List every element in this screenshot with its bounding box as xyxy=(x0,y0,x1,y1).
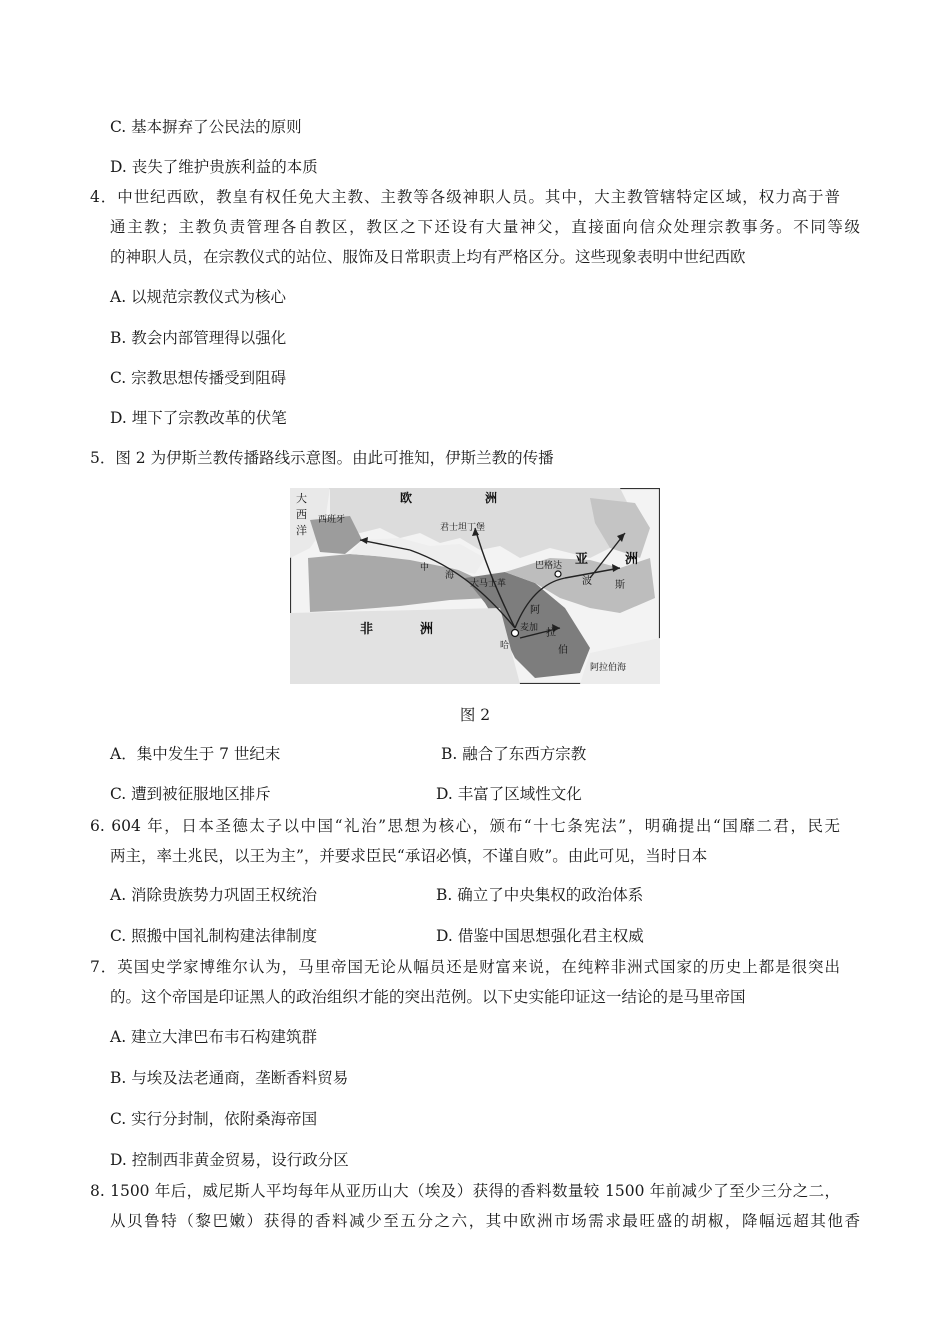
q8-stem-line1: 8. 1500 年后，威尼斯人平均每年从亚历山大（埃及）获得的香料数量较 1500 年前减少了至少三分之二， xyxy=(90,1182,840,1200)
q5-stem: 5．图 2 为伊斯兰教传播路线示意图。由此可推知，伊斯兰教的传播 xyxy=(90,449,554,467)
q4-option-d: D. 埋下了宗教改革的伏笔 xyxy=(110,409,287,427)
q4-option-c: C. 宗教思想传播受到阻碍 xyxy=(110,369,287,387)
label-atlantic-3: 洋 xyxy=(296,524,307,537)
q8-stem-line2: 从贝鲁特（黎巴嫩）获得的香料减少至五分之六，其中欧洲市场需求最旺盛的胡椒，降幅远超其他香 xyxy=(110,1212,860,1230)
figure-caption: 图 2 xyxy=(459,706,491,724)
islam-spread-map xyxy=(290,488,660,684)
q4-option-a: A. 以规范宗教仪式为核心 xyxy=(110,288,287,306)
q7-option-b: B. 与埃及法老通商，垄断香料贸易 xyxy=(110,1069,349,1087)
q6-option-d: D. 借鉴中国思想强化君主权威 xyxy=(436,927,644,945)
q3-option-c: C. 基本摒弃了公民法的原则 xyxy=(110,118,302,136)
label-africa-2: 洲 xyxy=(420,622,434,637)
mecca-marker xyxy=(512,630,519,637)
label-africa-1: 非 xyxy=(360,622,374,637)
q6-stem-line1: 6. 604 年，日本圣德太子以中国“礼治”思想为核心，颁布“十七条宪法”，明确提出“国靡二君，民无 xyxy=(90,817,840,835)
label-atlantic-2: 西 xyxy=(296,508,307,521)
label-spain: 西班牙 xyxy=(318,515,346,525)
label-baghdad: 巴格达 xyxy=(535,561,563,571)
q7-option-a: A. 建立大津巴布韦石构建筑群 xyxy=(110,1028,318,1046)
q5-option-c: C. 遭到被征服地区排斥 xyxy=(110,785,271,803)
label-bo: 伯 xyxy=(558,645,568,656)
label-a: 阿 xyxy=(530,605,540,616)
q7-stem-line2: 的。这个帝国是印证黑人的政治组织才能的突出范例。以下史实能印证这一结论的是马里帝国 xyxy=(110,988,746,1006)
label-europe-1: 欧 xyxy=(400,491,413,505)
q5-option-b: B. 融合了东西方宗教 xyxy=(441,745,587,763)
q5-option-d: D. 丰富了区域性文化 xyxy=(436,785,582,803)
q4-stem-line3: 的神职人员，在宗教仪式的站位、服饰及日常职责上均有严格区分。这些现象表明中世纪西欧 xyxy=(110,248,746,266)
label-asia-1: 亚 xyxy=(575,552,589,567)
label-hai: 海 xyxy=(445,571,455,581)
q7-option-d: D. 控制西非黄金贸易，设行政分区 xyxy=(110,1151,349,1169)
label-mecca: 麦加 xyxy=(520,623,539,633)
q6-option-b: B. 确立了中央集权的政治体系 xyxy=(436,886,644,904)
label-constantinople: 君士坦丁堡 xyxy=(440,523,486,533)
label-asia-2: 洲 xyxy=(625,552,639,567)
baghdad-marker xyxy=(555,571,561,577)
q7-stem-line1: 7．英国史学家博维尔认为，马里帝国无论从幅员还是财富来说，在纯粹非洲式国家的历史上都是很突出 xyxy=(90,958,840,976)
label-bo2: 波 xyxy=(582,576,592,587)
q5-option-a: A．集中发生于 7 世纪末 xyxy=(110,745,281,763)
label-si: 斯 xyxy=(615,580,625,591)
label-zhong: 中 xyxy=(420,563,430,573)
q4-stem-line1: 4．中世纪西欧，教皇有权任免大主教、主教等各级神职人员。其中，大主教管辖特定区域，权力高于普 xyxy=(90,188,840,206)
q6-option-c: C. 照搬中国礼制构建法律制度 xyxy=(110,927,318,945)
q7-option-c: C. 实行分封制，依附桑海帝国 xyxy=(110,1110,318,1128)
label-atlantic-1: 大 xyxy=(296,492,307,505)
label-damascus: 大马士革 xyxy=(470,579,507,589)
label-arabian-sea: 阿拉伯海 xyxy=(590,663,627,673)
q4-stem-line2: 通主教；主教负责管理各自教区，教区之下还设有大量神父，直接面向信众处理宗教事务。不同等级 xyxy=(110,218,860,236)
label-ra: 拉 xyxy=(546,628,556,639)
africa-south xyxy=(290,608,520,684)
q6-stem-line2: 两主，率土兆民，以王为主”，并要求臣民“承诏必慎，不谨自败”。由此可见，当时日本 xyxy=(110,847,708,865)
label-ha: 哈 xyxy=(500,641,510,651)
q3-option-d: D. 丧失了维护贵族利益的本质 xyxy=(110,158,318,176)
label-europe-2: 洲 xyxy=(485,491,498,505)
q4-option-b: B. 教会内部管理得以强化 xyxy=(110,329,287,347)
q6-option-a: A. 消除贵族势力巩固王权统治 xyxy=(110,886,318,904)
